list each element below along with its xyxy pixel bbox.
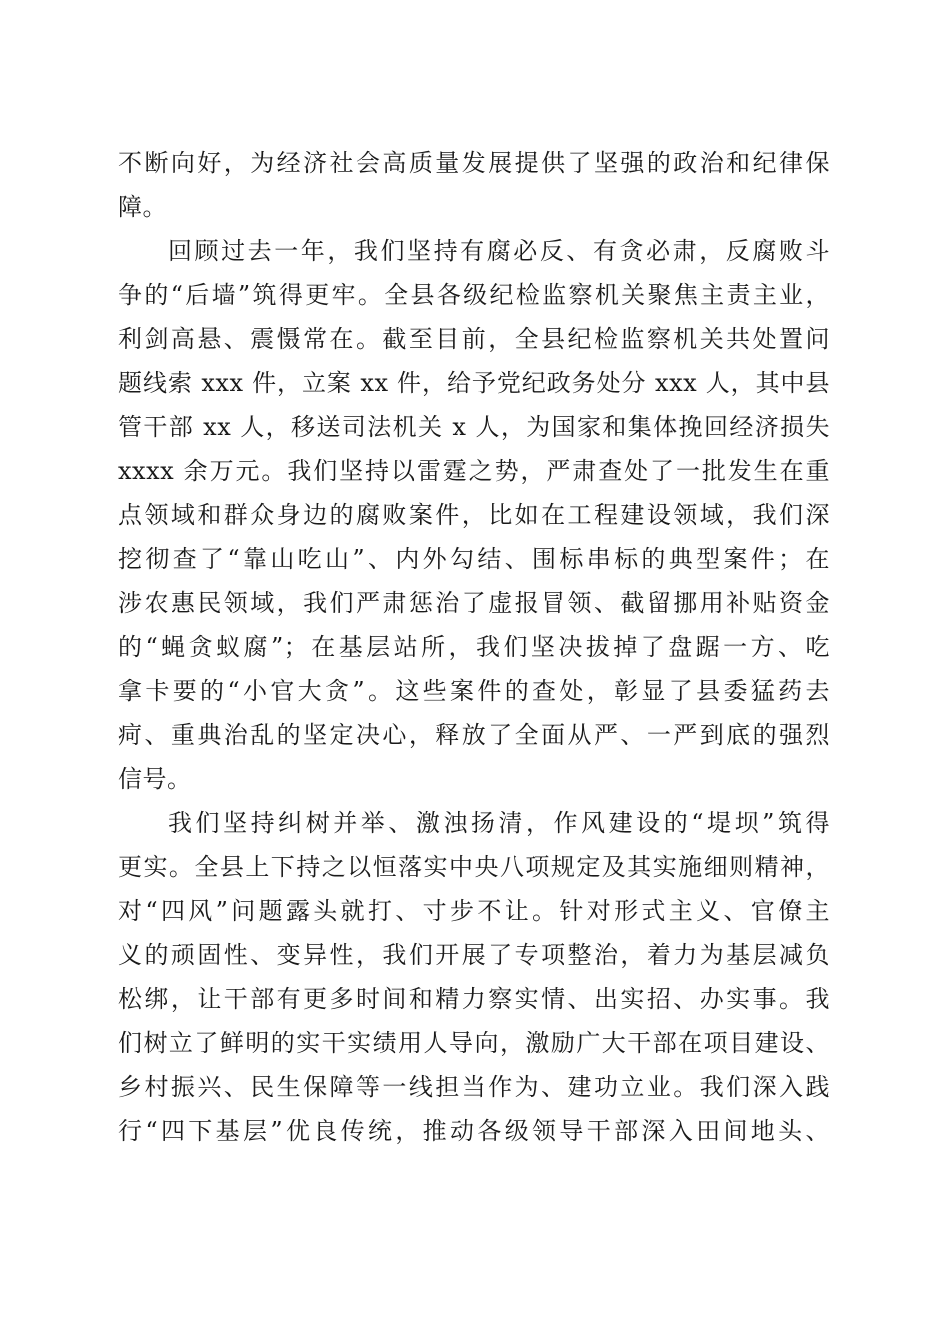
text-line: 对“四风”问题露头就打、寸步不让。针对形式主义、官僚主 — [118, 897, 830, 925]
text-line: 不断向好，为经济社会高质量发展提供了坚强的政治和纪律保 — [118, 149, 830, 177]
text-line: 的“蝇贪蚁腐”；在基层站所，我们坚决拔掉了盘踞一方、吃 — [118, 633, 830, 661]
text-line: 题线索 xxx 件，立案 xx 件，给予党纪政务处分 xxx 人，其中县 — [118, 369, 830, 397]
text-line: 乡村振兴、民生保障等一线担当作为、建功立业。我们深入践 — [118, 1073, 830, 1101]
text-line: 松绑，让干部有更多时间和精力察实情、出实招、办实事。我 — [118, 985, 830, 1013]
text-line: 挖彻查了“靠山吃山”、内外勾结、围标串标的典型案件；在 — [118, 545, 830, 573]
text-line: 涉农惠民领域，我们严肃惩治了虚报冒领、截留挪用补贴资金 — [118, 589, 830, 617]
text-line: xxxx 余万元。我们坚持以雷霆之势，严肃查处了一批发生在重 — [118, 457, 830, 485]
text-line: 行“四下基层”优良传统，推动各级领导干部深入田间地头、 — [118, 1117, 830, 1145]
text-line: 更实。全县上下持之以恒落实中央八项规定及其实施细则精神， — [118, 853, 830, 881]
text-line: 信号。 — [118, 765, 192, 793]
text-line: 争的“后墙”筑得更牢。全县各级纪检监察机关聚焦主责主业， — [118, 281, 830, 309]
text-line: 拿卡要的“小官大贪”。这些案件的查处，彰显了县委猛药去 — [118, 677, 830, 705]
text-line: 障。 — [118, 193, 167, 221]
text-line: 们树立了鲜明的实干实绩用人导向，激励广大干部在项目建设、 — [118, 1029, 830, 1057]
text-line: 疴、重典治乱的坚定决心，释放了全面从严、一严到底的强烈 — [118, 721, 830, 749]
paragraph-first-line: 我们坚持纠树并举、激浊扬清，作风建设的“堤坝”筑得 — [168, 809, 830, 837]
text-line: 义的顽固性、变异性，我们开展了专项整治，着力为基层减负 — [118, 941, 830, 969]
text-line: 利剑高悬、震慑常在。截至目前，全县纪检监察机关共处置问 — [118, 325, 830, 353]
paragraph-first-line: 回顾过去一年，我们坚持有腐必反、有贪必肃，反腐败斗 — [168, 237, 830, 265]
text-line: 点领域和群众身边的腐败案件，比如在工程建设领域，我们深 — [118, 501, 830, 529]
text-line: 管干部 xx 人，移送司法机关 x 人，为国家和集体挽回经济损失 — [118, 413, 830, 441]
